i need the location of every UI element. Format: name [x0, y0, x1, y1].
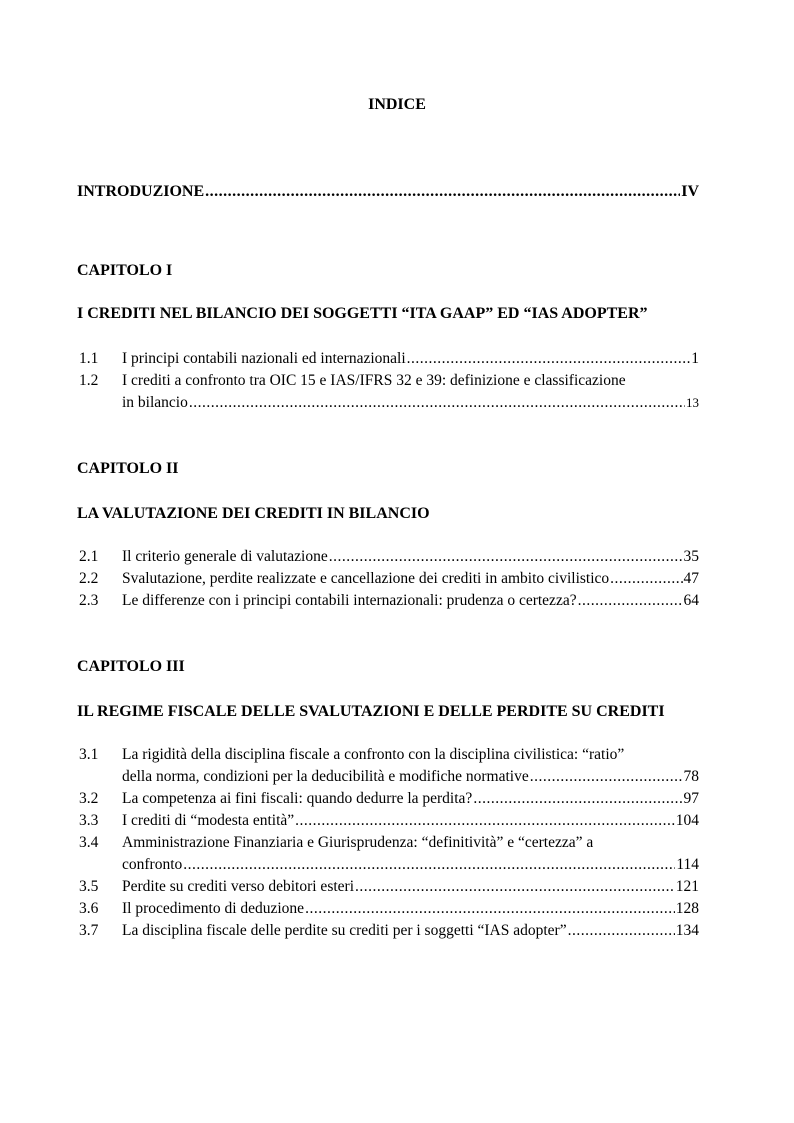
toc-entry-page: 64 [683, 592, 699, 609]
toc-entry-page: 121 [675, 878, 699, 895]
toc-entry[interactable] [77, 546, 699, 568]
toc-entry-number: 3.3 [79, 812, 99, 829]
toc-entry-text: Perdite su crediti verso debitori esteri [122, 878, 355, 895]
toc-entry[interactable] [77, 898, 699, 920]
toc-entry-number: 3.6 [79, 900, 99, 917]
toc-entry-text: confronto [122, 856, 183, 873]
toc-entry-number: 3.1 [79, 746, 99, 763]
toc-entry-number: 1.1 [79, 350, 99, 367]
dot-leader [295, 810, 675, 832]
toc-entry[interactable] [77, 370, 699, 414]
toc-entry-number: 3.4 [79, 834, 99, 851]
toc-entry-number: 3.7 [79, 922, 99, 939]
toc-entry[interactable] [77, 590, 699, 612]
toc-entry-page: 35 [683, 548, 699, 565]
toc-entry-page: 1 [691, 350, 699, 367]
toc-entry-text: in bilancio [122, 394, 188, 411]
toc-entry[interactable] [77, 348, 699, 370]
toc-entry-text: della norma, condizioni per la deducibilità e modifiche normative [122, 768, 529, 785]
dot-leader [568, 920, 675, 942]
toc-entry-page: 78 [683, 768, 699, 785]
dot-leader [205, 182, 680, 202]
dot-leader [530, 766, 683, 788]
chapter-toc-list [77, 744, 699, 942]
toc-entry-text: Svalutazione, perdite realizzate e cancellazione dei crediti in ambito civilistico [122, 570, 610, 587]
toc-entry[interactable] [77, 832, 699, 876]
chapter-title: LA VALUTAZIONE DEI CREDITI IN BILANCIO [77, 505, 430, 522]
chapter-label: CAPITOLO III [77, 658, 185, 675]
page-title: INDICE [368, 96, 426, 113]
toc-entry-text: La disciplina fiscale delle perdite su crediti per i soggetti “IAS adopter” [122, 922, 567, 939]
toc-entry-page: 104 [675, 812, 699, 829]
toc-entry-text: La competenza ai fini fiscali: quando dedurre la perdita? [122, 790, 473, 807]
toc-entry[interactable] [77, 920, 699, 942]
toc-entry-number: 2.2 [79, 570, 99, 587]
toc-entry[interactable] [77, 788, 699, 810]
toc-entry-number: 3.2 [79, 790, 99, 807]
toc-entry-number: 3.5 [79, 878, 99, 895]
chapter-title: IL REGIME FISCALE DELLE SVALUTAZIONI E DELLE PERDITE SU CREDITI [77, 703, 665, 720]
dot-leader [578, 590, 683, 612]
toc-entry-number: 2.1 [79, 548, 99, 565]
chapter-toc-list [77, 348, 699, 414]
dot-leader [473, 788, 682, 810]
toc-entry-text: Il procedimento di deduzione [122, 900, 305, 917]
toc-entry-page: 47 [683, 570, 699, 587]
dot-leader [610, 568, 682, 590]
toc-entry-text: Le differenze con i principi contabili internazionali: prudenza o certezza? [122, 592, 577, 609]
chapter-toc-list [77, 546, 699, 612]
toc-entry-text: La rigidità della disciplina fiscale a confronto con la disciplina civilistica: “ratio” [122, 746, 625, 763]
dot-leader [189, 392, 685, 414]
toc-entry-text: Il criterio generale di valutazione [122, 548, 328, 565]
toc-entry-text: I crediti a confronto tra OIC 15 e IAS/IFRS 32 e 39: definizione e classificazione [122, 372, 626, 389]
toc-entry-number: 1.2 [79, 372, 99, 389]
toc-entry-page: 114 [676, 856, 699, 873]
toc-entry-introduction[interactable] [77, 182, 699, 202]
toc-entry[interactable] [77, 876, 699, 898]
toc-entry-text: I crediti di “modesta entità” [122, 812, 295, 829]
dot-leader [329, 546, 683, 568]
toc-entry-page: 13 [686, 395, 699, 410]
chapter-label: CAPITOLO I [77, 262, 173, 279]
dot-leader [183, 854, 675, 876]
toc-entry[interactable] [77, 744, 699, 788]
toc-entry-page: 134 [675, 922, 699, 939]
toc-entry-text: Amministrazione Finanziaria e Giurisprudenza: “definitività” e “certezza” a [122, 834, 594, 851]
chapter-title: I CREDITI NEL BILANCIO DEI SOGGETTI “ITA GAAP” ED “IAS ADOPTER” [77, 305, 648, 322]
toc-entry[interactable] [77, 810, 699, 832]
dot-leader [407, 348, 691, 370]
dot-leader [355, 876, 675, 898]
toc-entry-page: 97 [683, 790, 699, 807]
toc-entry[interactable] [77, 568, 699, 590]
toc-entry-text: I principi contabili nazionali ed internazionali [122, 350, 406, 367]
toc-entry-label: INTRODUZIONE [77, 183, 205, 200]
toc-entry-number: 2.3 [79, 592, 99, 609]
dot-leader [305, 898, 675, 920]
chapter-label: CAPITOLO II [77, 460, 179, 477]
toc-entry-page: 128 [675, 900, 699, 917]
toc-entry-page: IV [681, 183, 699, 200]
